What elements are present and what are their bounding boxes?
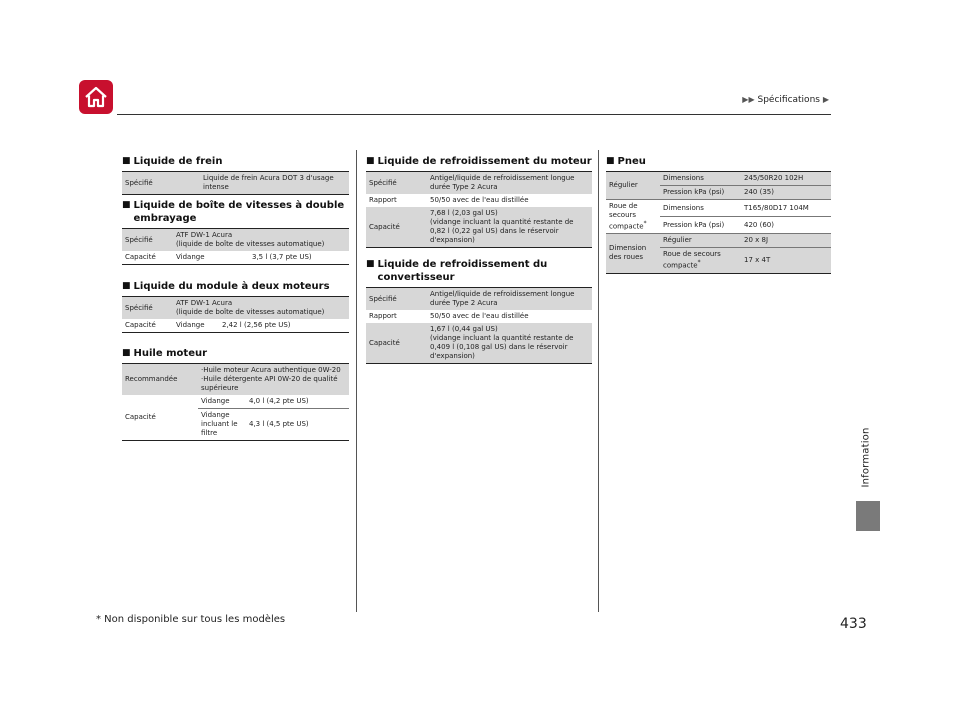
row-sublabel: Dimensions [660, 172, 741, 186]
footnote: * Non disponible sur tous les modèles [96, 614, 286, 625]
row-label: Capacité [125, 413, 156, 421]
row-value: 20 x 8J [741, 234, 831, 248]
table-row [366, 207, 592, 248]
row-sublabel: Roue de secours compacte* [660, 248, 741, 273]
row-value: 7,68 l (2,03 gal US) (vidange incluant la quantité restante de 0,82 l (0,22 gal US) dans le réservoir d'expansion) [427, 207, 592, 248]
column-divider [598, 150, 599, 612]
row-value: Liquide de frein Acura DOT 3 d'usage intense [200, 172, 349, 195]
tire-section [606, 155, 831, 274]
group-label: Roue de secours compacte* [606, 200, 660, 234]
row-label: Spécifié [122, 172, 200, 195]
side-tab-marker [856, 501, 880, 531]
row-label: Rapport [369, 196, 397, 204]
gearbox-fluid-table [122, 228, 349, 265]
table-row [606, 234, 831, 248]
row-value: T165/80D17 104M [741, 200, 831, 217]
square-bullet-icon: ■ [606, 156, 615, 166]
table-row [122, 319, 349, 333]
row-value: 240 (35) [741, 186, 831, 200]
row-sublabel: Vidange [176, 321, 205, 329]
side-tab-label: Information [860, 427, 872, 488]
row-label: Spécifié [366, 288, 427, 311]
row-value: 50/50 avec de l'eau distillée [430, 196, 529, 204]
row-sublabel: Dimensions [660, 200, 741, 217]
section-title: ■ Liquide du module à deux moteurs [122, 281, 330, 292]
square-bullet-icon: ■ [122, 156, 131, 166]
row-value: ATF DW-1 Acura (liquide de boîte de vitesses automatique) [173, 297, 349, 320]
column-divider [356, 150, 357, 612]
engine-oil-table [122, 363, 349, 441]
row-sublabel: Vidange [201, 397, 230, 405]
row-value: 3,5 l (3,7 pte US) [252, 253, 312, 261]
table-row [366, 288, 592, 311]
side-tab[interactable] [856, 420, 876, 495]
row-sublabel: Pression kPa (psi) [660, 217, 741, 234]
section-title: ■ Liquide de boîte de vitesses à double embrayage [122, 200, 345, 224]
row-value: Antigel/liquide de refroidissement longue durée Type 2 Acura [427, 172, 592, 195]
home-button[interactable] [79, 80, 113, 114]
square-bullet-icon: ■ [122, 200, 131, 210]
row-sublabel: Vidange [176, 253, 205, 261]
square-bullet-icon: ■ [366, 259, 375, 269]
section-title: ■ Huile moteur [122, 348, 208, 359]
triangle-icon: ▶ [822, 95, 829, 104]
table-row [606, 172, 831, 186]
home-icon [84, 86, 108, 108]
square-bullet-icon: ■ [122, 281, 131, 291]
row-label: Spécifié [366, 172, 427, 195]
group-label: Régulier [606, 172, 660, 200]
brake-fluid-section [122, 155, 349, 195]
row-sublabel: Vidange incluant le filtre [198, 409, 246, 441]
table-row [366, 310, 592, 323]
section-title: ■ Liquide de refroidissement du moteur [366, 156, 592, 167]
page-number: 433 [840, 616, 867, 632]
row-sublabel: Régulier [660, 234, 741, 248]
converter-coolant-section [366, 258, 592, 364]
row-label: Spécifié [122, 229, 173, 252]
row-sublabel: Pression kPa (psi) [660, 186, 741, 200]
section-title: ■ Liquide de refroidissement du convertisseur [366, 259, 548, 283]
group-label: Dimension des roues [606, 234, 660, 273]
table-row [122, 251, 349, 265]
row-value: 4,0 l (4,2 pte US) [249, 397, 309, 405]
engine-coolant-table [366, 171, 592, 248]
row-value: 420 (60) [741, 217, 831, 234]
table-row [122, 229, 349, 252]
engine-oil-section [122, 347, 349, 441]
row-value: 4,3 l (4,5 pte US) [246, 409, 349, 441]
table-row [366, 172, 592, 195]
table-row [122, 297, 349, 320]
tire-table [606, 171, 831, 274]
row-label: Capacité [125, 253, 156, 261]
gearbox-fluid-section [122, 199, 349, 265]
row-value: 17 x 4T [741, 248, 831, 273]
engine-coolant-section [366, 155, 592, 248]
table-row [122, 395, 349, 409]
breadcrumb[interactable] [742, 95, 829, 105]
square-bullet-icon: ■ [122, 348, 131, 358]
row-label: Spécifié [122, 297, 173, 320]
row-value: 1,67 l (0,44 gal US) (vidange incluant la quantité restante de 0,409 l (0,108 gal US) dans le réservoir d'expansion) [427, 323, 592, 364]
row-value: ·Huile moteur Acura authentique 0W-20 ·Huile détergente API 0W-20 de qualité supérieure [198, 364, 349, 396]
converter-coolant-table [366, 287, 592, 364]
section-title: ■ Pneu [606, 156, 646, 167]
header-divider [117, 114, 831, 115]
row-label: Recommandée [122, 364, 198, 396]
brake-fluid-table [122, 171, 349, 195]
row-label: Capacité [125, 321, 156, 329]
double-triangle-icon: ▶▶ [742, 95, 755, 104]
row-value: Antigel/liquide de refroidissement longue durée Type 2 Acura [427, 288, 592, 311]
twin-motor-fluid-table [122, 296, 349, 333]
row-label: Capacité [366, 207, 427, 248]
table-row [366, 194, 592, 207]
table-row [606, 200, 831, 217]
table-row [122, 172, 349, 195]
table-row [366, 323, 592, 364]
section-title: ■ Liquide de frein [122, 156, 223, 167]
twin-motor-fluid-section [122, 280, 349, 333]
breadcrumb-label: Spécifications [757, 95, 820, 105]
row-label: Rapport [369, 312, 397, 320]
row-label: Capacité [366, 323, 427, 364]
row-value: ATF DW-1 Acura (liquide de boîte de vitesses automatique) [173, 229, 349, 252]
row-value: 50/50 avec de l'eau distillée [430, 312, 529, 320]
table-row [122, 364, 349, 396]
row-value: 245/50R20 102H [741, 172, 831, 186]
square-bullet-icon: ■ [366, 156, 375, 166]
row-value: 2,42 l (2,56 pte US) [222, 321, 291, 329]
